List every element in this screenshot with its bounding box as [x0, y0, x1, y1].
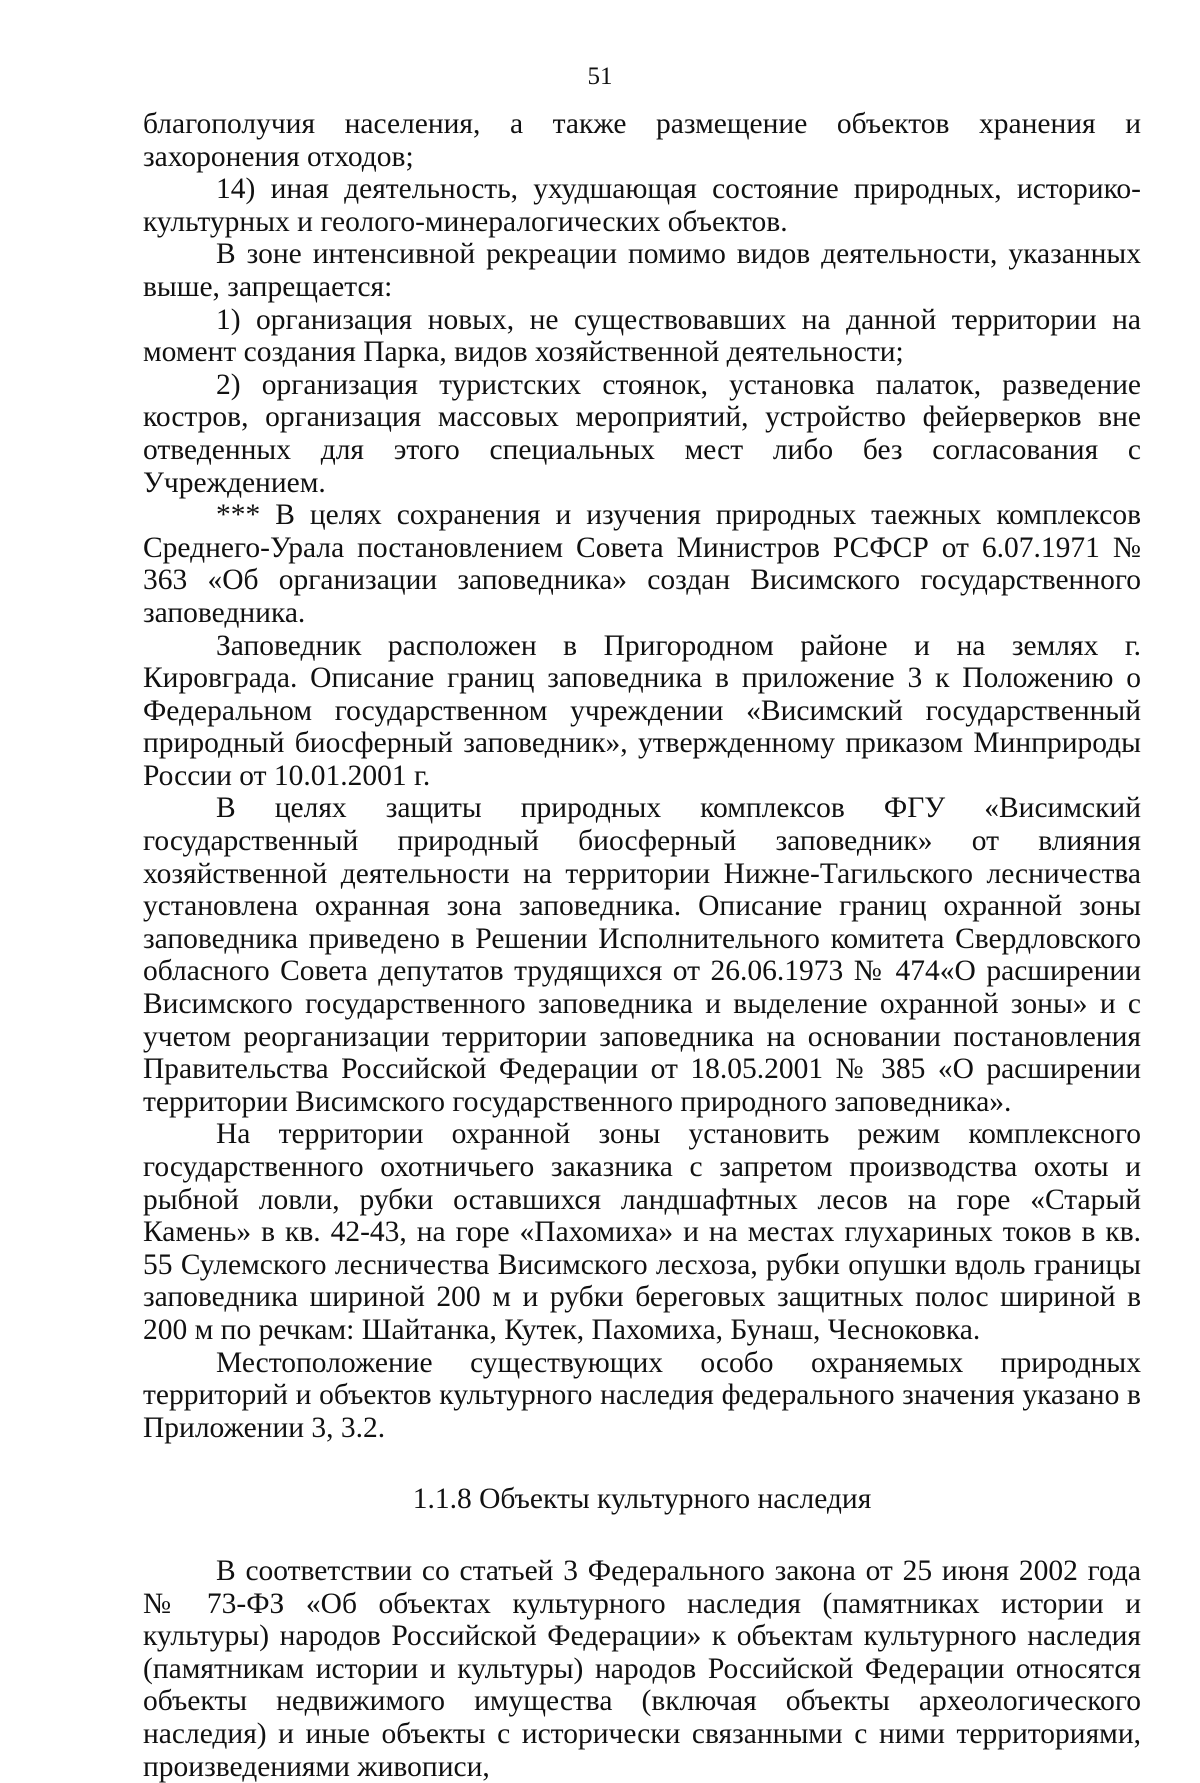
- list-item-1: 1) организация новых, не существовавших на данной территории на момент создания Парка, видов хозяйственной деятельности;: [143, 303, 1141, 369]
- paragraph-zone-regime: На территории охранной зоны установить режим комплексного государственного охотничьего заказника с запретом производства охоты и рыбной ловли, рубки оставшихся ландшафтных лесов на горе «Старый Камень» в кв. 42-43, на горе «Пахомиха» и на местах глухариных токов в кв. 55 Сулемского лесничества Висимского лесхоза, рубки опушки вдоль границы заповедника шириной 200 м и рубки береговых защитных полос шириной в 200 м по речкам: Шайтанка, Кутек, Пахомиха, Бунаш, Чесноковка.: [143, 1118, 1141, 1346]
- page-number: 51: [587, 63, 613, 90]
- paragraph-reserve-location: Заповедник расположен в Пригородном районе и на землях г. Кировграда. Описание границ заповедника в приложение 3 к Положению о Федеральном государственном учреждении «Висимский государственный природный биосферный заповедник», утвержденному приказом Минприроды России от 10.01.2001 г.: [143, 629, 1141, 792]
- list-item-14: 14) иная деятельность, ухудшающая состояние природных, историко-культурных и геолого-минералогических объектов.: [143, 173, 1141, 238]
- paragraph-protection-zone: В целях защиты природных комплексов ФГУ «Висимский государственный природный биосферный заповедник» от влияния хозяйственной деятельности на территории Нижне-Тагильского лесничества установлена охранная зона заповедника. Описание границ охранной зоны заповедника приведено в Решении Исполнительного комитета Свердловского обласного Совета депутатов трудящихся от 26.06.1973 № 474«О расширении Висимского государственного заповедника и выделение охранной зоны» и с учетом реорганизации территории заповедника на основании постановления Правительства Российской Федерации от 18.05.2001 № 385 «О расширении территории Висимского государственного природного заповедника».: [143, 792, 1141, 1118]
- paragraph-intensive-recreation: В зоне интенсивной рекреации помимо видов деятельности, указанных выше, запрещается:: [143, 238, 1141, 303]
- list-item-2: 2) организация туристских стоянок, установка палаток, разведение костров, организация массовых мероприятий, устройство фейерверков вне отведенных для этого специальных мест либо без согласования с Учреждением.: [143, 368, 1141, 499]
- paragraph-location-reference: Местоположение существующих особо охраняемых природных территорий и объектов культурного наследия федерального значения указано в Приложении 3, 3.2.: [143, 1346, 1141, 1444]
- paragraph-cultural-heritage: В соответствии со статьей 3 Федерального закона от 25 июня 2002 года № 73-ФЗ «Об объектах культурного наследия (памятниках истории и культуры) народов Российской Федерации» к объектам культурного наследия (памятникам истории и культуры) народов Российской Федерации относятся объекты недвижимого имущества (включая объекты археологического наследия) и иные объекты с исторически связанными с ними территориями, произведениями живописи,: [143, 1554, 1141, 1783]
- section-heading: 1.1.8 Объекты культурного наследия: [412, 1483, 872, 1516]
- document-body: [143, 108, 1141, 1783]
- paragraph-reserve-creation: *** В целях сохранения и изучения природных таежных комплексов Среднего-Урала постановлением Совета Министров РСФСР от 6.07.1971 № 363 «Об организации заповедника» создан Висимского государственного заповедника.: [143, 499, 1141, 629]
- paragraph-continuation: благополучия населения, а также размещение объектов хранения и захоронения отходов;: [143, 108, 1141, 173]
